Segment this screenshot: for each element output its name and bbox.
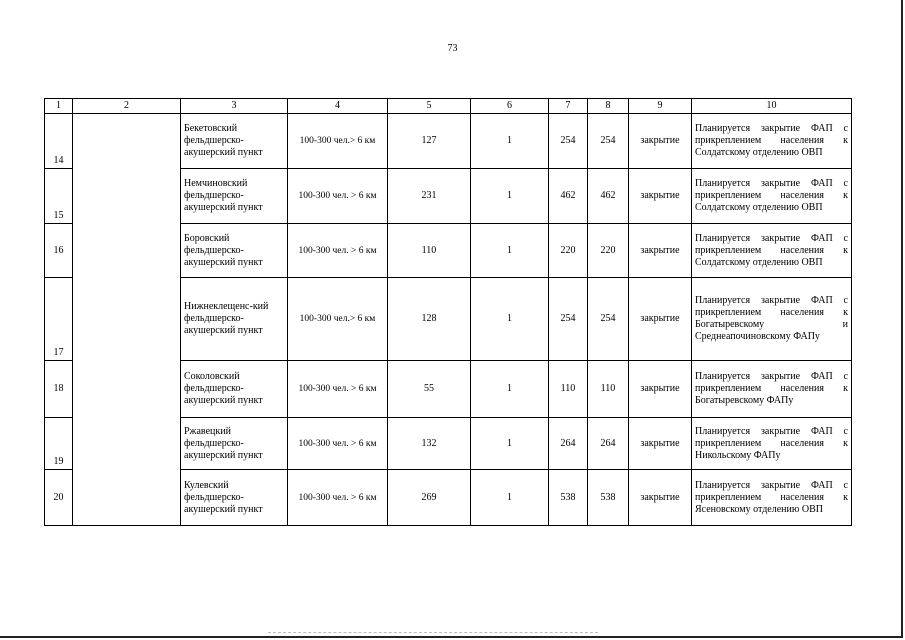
cell-col6: 1 — [471, 418, 549, 470]
action-cell: закрытие — [629, 224, 692, 278]
cell-col8: 220 — [588, 224, 629, 278]
row-number: 18 — [45, 361, 73, 418]
cell-col6: 1 — [471, 361, 549, 418]
cell-col7: 462 — [549, 169, 588, 224]
cell-col8: 110 — [588, 361, 629, 418]
note-cell: Планируется закрытие ФАП с прикреплением населения к Богатыревскому ФАПу — [692, 361, 852, 418]
bottom-divider — [268, 632, 598, 633]
row-number: 14 — [45, 114, 73, 169]
cell-col8: 254 — [588, 114, 629, 169]
row-number: 19 — [45, 418, 73, 470]
cell-col6: 1 — [471, 224, 549, 278]
population-category: 100-300 чел. > 6 км — [288, 224, 388, 278]
action-cell: закрытие — [629, 114, 692, 169]
column-header: 2 — [73, 99, 181, 114]
population-category: 100-300 чел. > 6 км — [288, 169, 388, 224]
cell-col7: 110 — [549, 361, 588, 418]
cell-col6: 1 — [471, 169, 549, 224]
row-number: 16 — [45, 224, 73, 278]
note-cell: Планируется закрытие ФАП с прикреплением населения к Солдатскому отделению ОВП — [692, 114, 852, 169]
facilities-table — [44, 98, 852, 526]
facility-name: Ржавецкий фельдшерско-акушерский пункт — [181, 418, 288, 470]
cell-col7: 254 — [549, 278, 588, 361]
action-cell: закрытие — [629, 169, 692, 224]
cell-col7: 220 — [549, 224, 588, 278]
note-cell: Планируется закрытие ФАП с прикреплением населения к Солдатскому отделению ОВП — [692, 224, 852, 278]
action-cell: закрытие — [629, 418, 692, 470]
table-row — [45, 114, 852, 169]
facility-name: Немчиновский фельдшерско-акушерский пункт — [181, 169, 288, 224]
column-header: 9 — [629, 99, 692, 114]
cell-col5: 55 — [388, 361, 471, 418]
note-cell: Планируется закрытие ФАП с прикреплением населения к Никольскому ФАПу — [692, 418, 852, 470]
column-header: 6 — [471, 99, 549, 114]
cell-col5: 231 — [388, 169, 471, 224]
population-category: 100-300 чел. > 6 км — [288, 418, 388, 470]
cell-col8: 254 — [588, 278, 629, 361]
cell-col7: 264 — [549, 418, 588, 470]
page-number: 73 — [447, 43, 458, 54]
note-cell: Планируется закрытие ФАП с прикреплением населения к Богатыревскому и Среднеапочиновскому ФАПу — [692, 278, 852, 361]
facility-name: Нижнеклещенс-кий фельдшерско-акушерский пункт — [181, 278, 288, 361]
district-cell — [73, 114, 181, 526]
facility-name: Соколовский фельдшерско-акушерский пункт — [181, 361, 288, 418]
population-category: 100-300 чел.> 6 км — [288, 278, 388, 361]
row-number: 15 — [45, 169, 73, 224]
cell-col5: 132 — [388, 418, 471, 470]
facility-name: Кулевский фельдшерско-акушерский пункт — [181, 470, 288, 526]
cell-col6: 1 — [471, 114, 549, 169]
population-category: 100-300 чел.> 6 км — [288, 114, 388, 169]
cell-col7: 254 — [549, 114, 588, 169]
cell-col5: 269 — [388, 470, 471, 526]
cell-col5: 110 — [388, 224, 471, 278]
cell-col8: 538 — [588, 470, 629, 526]
note-cell: Планируется закрытие ФАП с прикреплением населения к Ясеновскому отделению ОВП — [692, 470, 852, 526]
population-category: 100-300 чел. > 6 км — [288, 470, 388, 526]
column-header: 3 — [181, 99, 288, 114]
column-header: 4 — [288, 99, 388, 114]
column-header: 1 — [45, 99, 73, 114]
action-cell: закрытие — [629, 278, 692, 361]
note-cell: Планируется закрытие ФАП с прикреплением населения к Солдатскому отделению ОВП — [692, 169, 852, 224]
cell-col5: 128 — [388, 278, 471, 361]
cell-col7: 538 — [549, 470, 588, 526]
header-row — [45, 99, 852, 114]
facility-name: Бекетовский фельдшерско-акушерский пункт — [181, 114, 288, 169]
action-cell: закрытие — [629, 470, 692, 526]
action-cell: закрытие — [629, 361, 692, 418]
row-number: 20 — [45, 470, 73, 526]
cell-col6: 1 — [471, 278, 549, 361]
cell-col5: 127 — [388, 114, 471, 169]
column-header: 10 — [692, 99, 852, 114]
population-category: 100-300 чел. > 6 км — [288, 361, 388, 418]
cell-col8: 462 — [588, 169, 629, 224]
facility-name: Боровский фельдшерско-акушерский пункт — [181, 224, 288, 278]
column-header: 7 — [549, 99, 588, 114]
cell-col8: 264 — [588, 418, 629, 470]
column-header: 8 — [588, 99, 629, 114]
column-header: 5 — [388, 99, 471, 114]
cell-col6: 1 — [471, 470, 549, 526]
row-number: 17 — [45, 278, 73, 361]
